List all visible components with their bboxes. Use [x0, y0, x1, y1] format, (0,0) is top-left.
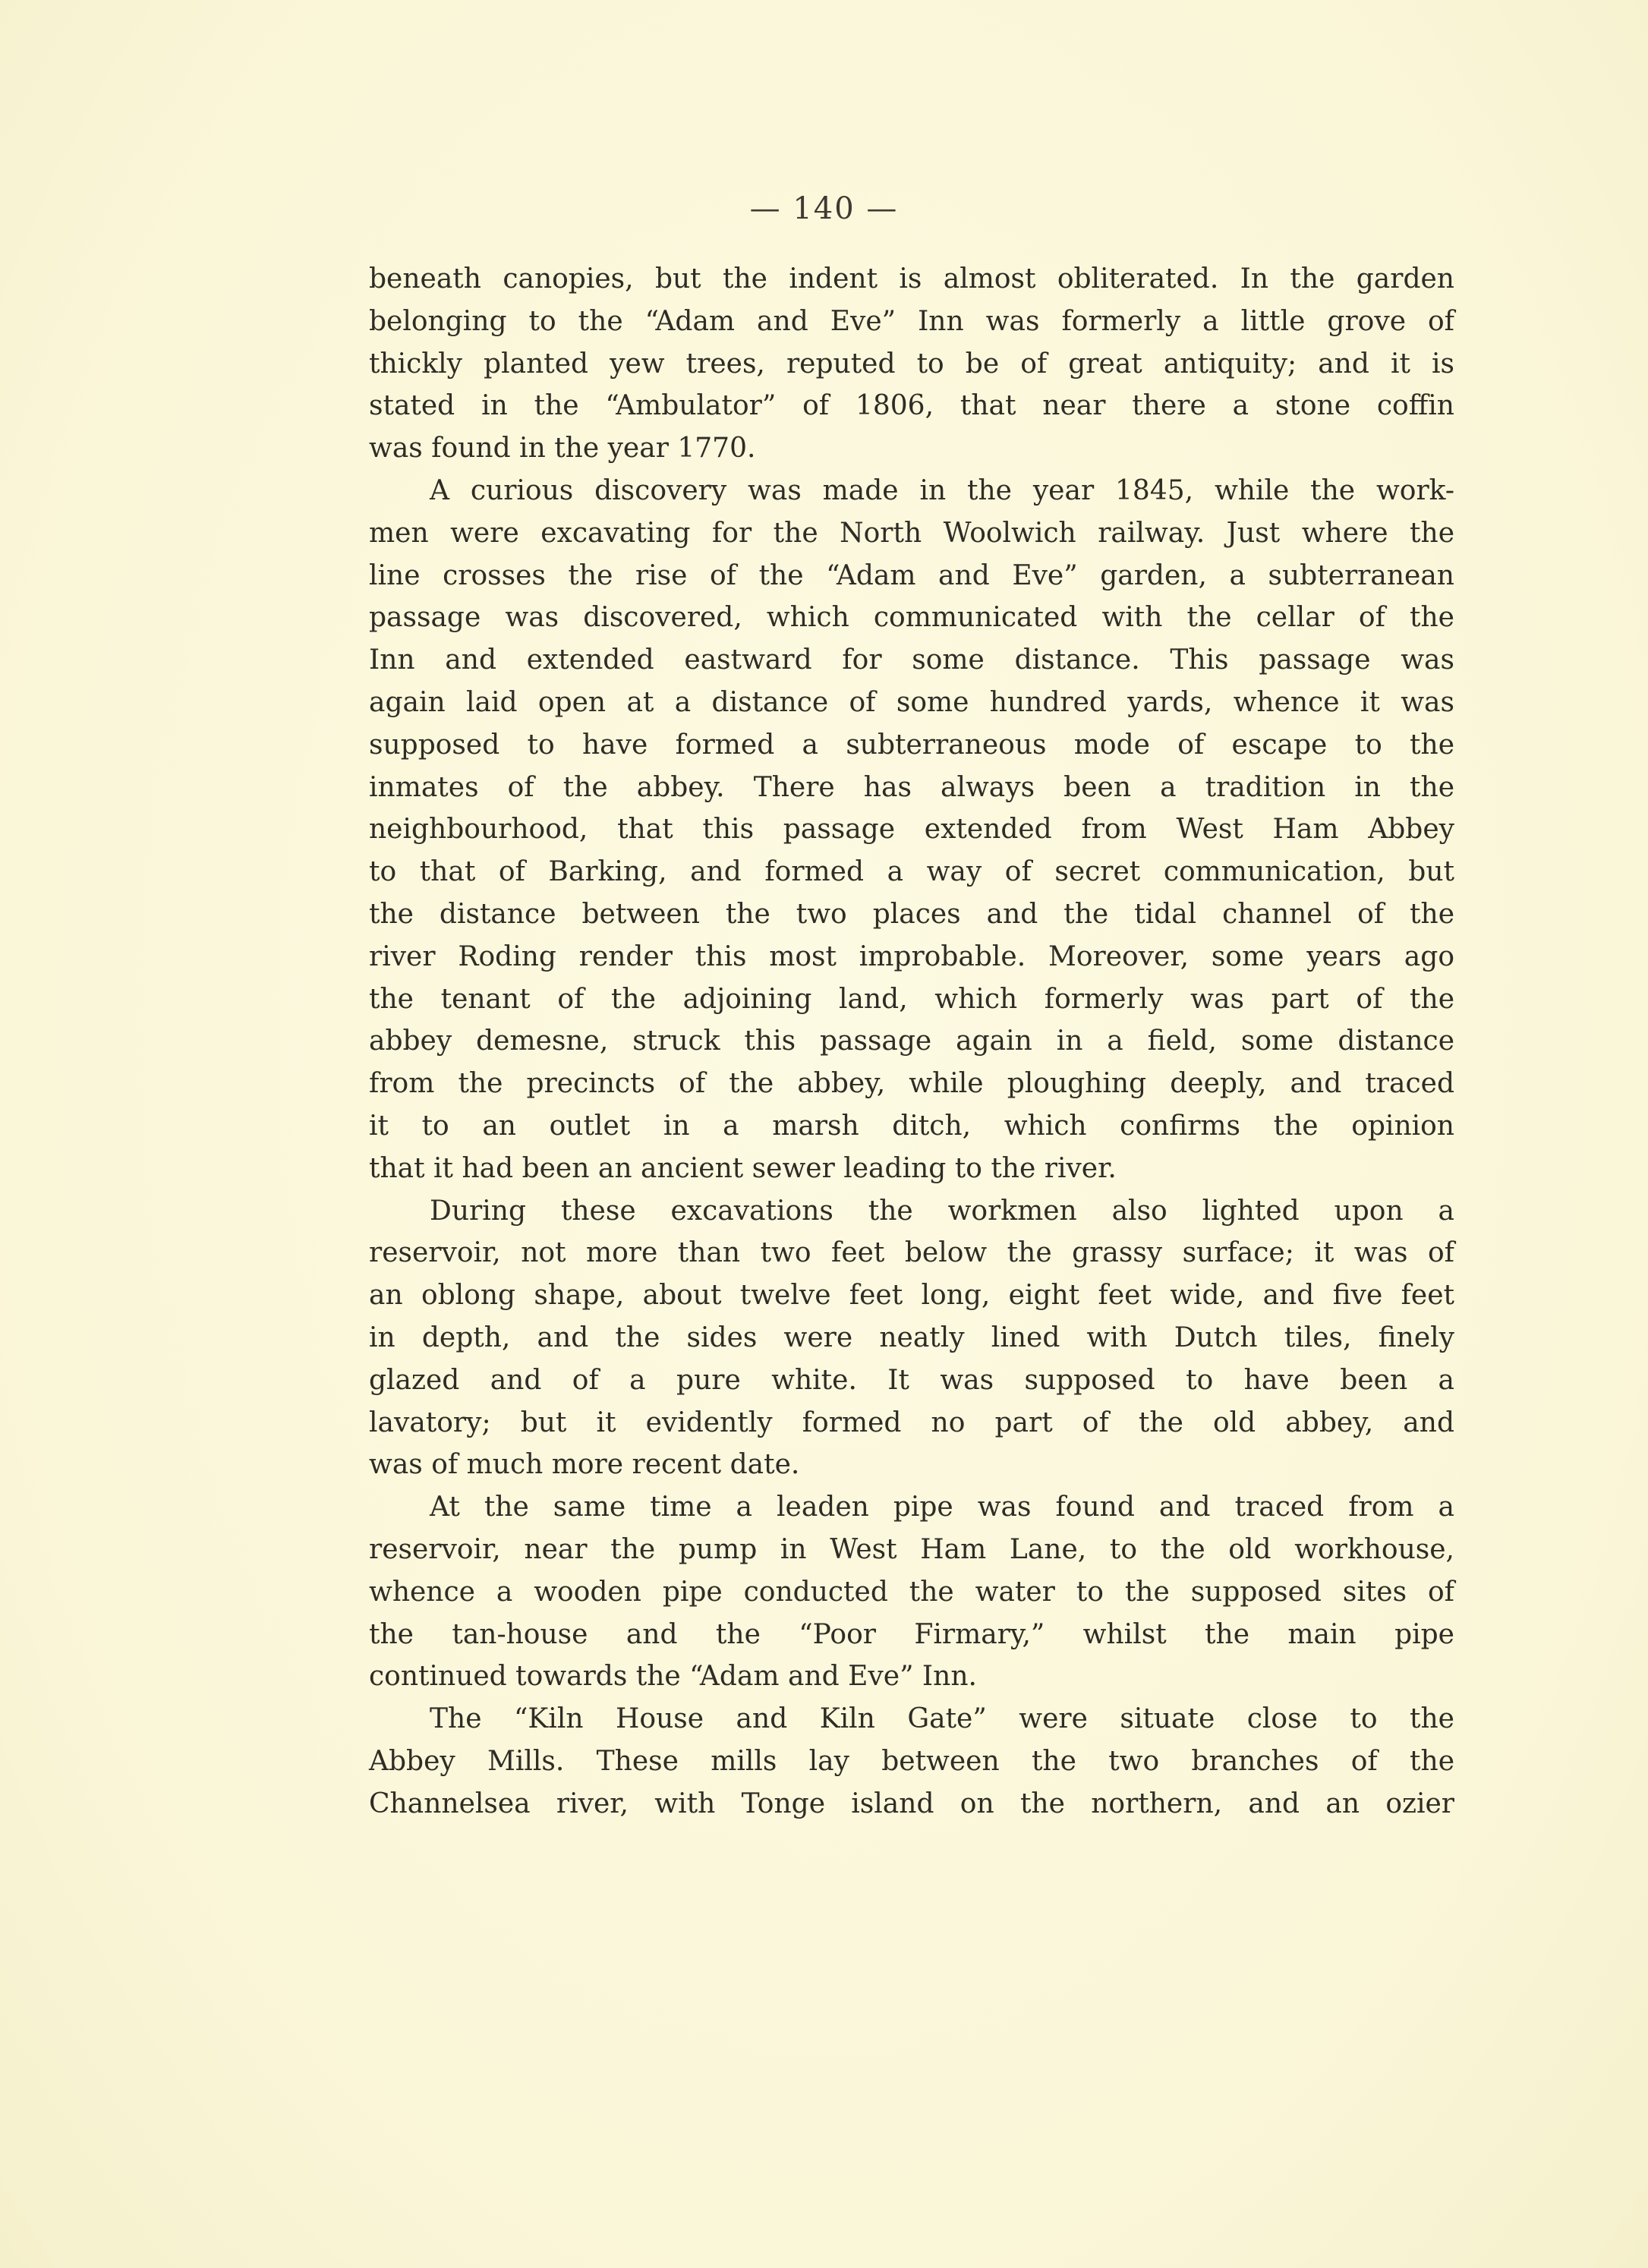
- body-text: [369, 258, 1454, 1825]
- text-line: the distance between the two places and the tidal channel of the: [369, 898, 1454, 930]
- text-line: line crosses the rise of the “Adam and Eve” garden, a subterranean: [369, 559, 1454, 591]
- text-line: Channelsea river, with Tonge island on the northern, and an ozier: [369, 1788, 1454, 1819]
- paragraph: [369, 1486, 1454, 1698]
- text-line: At the same time a leaden pipe was found and traced from a: [430, 1492, 1454, 1523]
- text-line: belonging to the “Adam and Eve” Inn was formerly a little grove of: [369, 305, 1454, 337]
- text-line: from the precincts of the abbey, while ploughing deeply, and traced: [369, 1068, 1454, 1100]
- text-line: stated in the “Ambulator” of 1806, that near there a stone coffin: [369, 390, 1454, 422]
- text-line: thickly planted yew trees, reputed to be of great antiquity; and it is: [369, 348, 1454, 380]
- text-line: the tenant of the adjoining land, which formerly was part of the: [369, 983, 1454, 1015]
- text-line: beneath canopies, but the indent is almost obliterated. In the garden: [369, 263, 1454, 295]
- text-line: A curious discovery was made in the year 1845, while the work-: [430, 474, 1454, 506]
- text-line: that it had been an ancient sewer leading to the river.: [369, 1152, 1117, 1184]
- text-line: river Roding render this most improbable. Moreover, some years ago: [369, 940, 1454, 972]
- text-line: again laid open at a distance of some hundred yards, whence it was: [369, 686, 1454, 718]
- text-line: The “Kiln House and Kiln Gate” were situate close to the: [430, 1703, 1454, 1735]
- paragraph: [369, 470, 1454, 1190]
- text-line: Inn and extended eastward for some distance. This passage was: [369, 644, 1454, 676]
- paragraph: [369, 1190, 1454, 1487]
- text-line: it to an outlet in a marsh ditch, which confirms the opinion: [369, 1110, 1454, 1142]
- text-line: lavatory; but it evidently formed no part of the old abbey, and: [369, 1406, 1454, 1438]
- text-line: reservoir, not more than two feet below the grassy surface; it was of: [369, 1237, 1454, 1269]
- page-number: — 140 —: [749, 191, 899, 226]
- paragraph: [369, 258, 1454, 470]
- text-line: to that of Barking, and formed a way of secret communication, but: [369, 856, 1454, 888]
- text-line: neighbourhood, that this passage extended from West Ham Abbey: [369, 814, 1454, 846]
- text-line: inmates of the abbey. There has always been a tradition in the: [369, 771, 1454, 803]
- text-line: the tan-house and the “Poor Firmary,” whilst the main pipe: [369, 1618, 1454, 1650]
- text-line: men were excavating for the North Woolwich railway. Just where the: [369, 517, 1454, 549]
- text-line: Abbey Mills. These mills lay between the two branches of the: [369, 1745, 1454, 1777]
- text-line: continued towards the “Adam and Eve” Inn.: [369, 1661, 977, 1693]
- text-line: glazed and of a pure white. It was supposed to have been a: [369, 1364, 1454, 1396]
- text-line: was of much more recent date.: [369, 1449, 800, 1481]
- text-line: an oblong shape, about twelve feet long, eight feet wide, and five feet: [369, 1280, 1454, 1312]
- text-line: passage was discovered, which communicated with the cellar of the: [369, 602, 1454, 634]
- text-line: supposed to have formed a subterraneous mode of escape to the: [369, 729, 1454, 761]
- text-line: in depth, and the sides were neatly lined with Dutch tiles, finely: [369, 1321, 1454, 1353]
- paragraph: [369, 1698, 1454, 1825]
- text-line: reservoir, near the pump in West Ham Lane, to the old workhouse,: [369, 1533, 1454, 1565]
- text-line: was found in the year 1770.: [369, 433, 756, 465]
- text-line: During these excavations the workmen also lighted upon a: [430, 1195, 1454, 1227]
- text-line: whence a wooden pipe conducted the water to the supposed sites of: [369, 1576, 1454, 1608]
- text-line: abbey demesne, struck this passage again in a field, some distance: [369, 1025, 1454, 1057]
